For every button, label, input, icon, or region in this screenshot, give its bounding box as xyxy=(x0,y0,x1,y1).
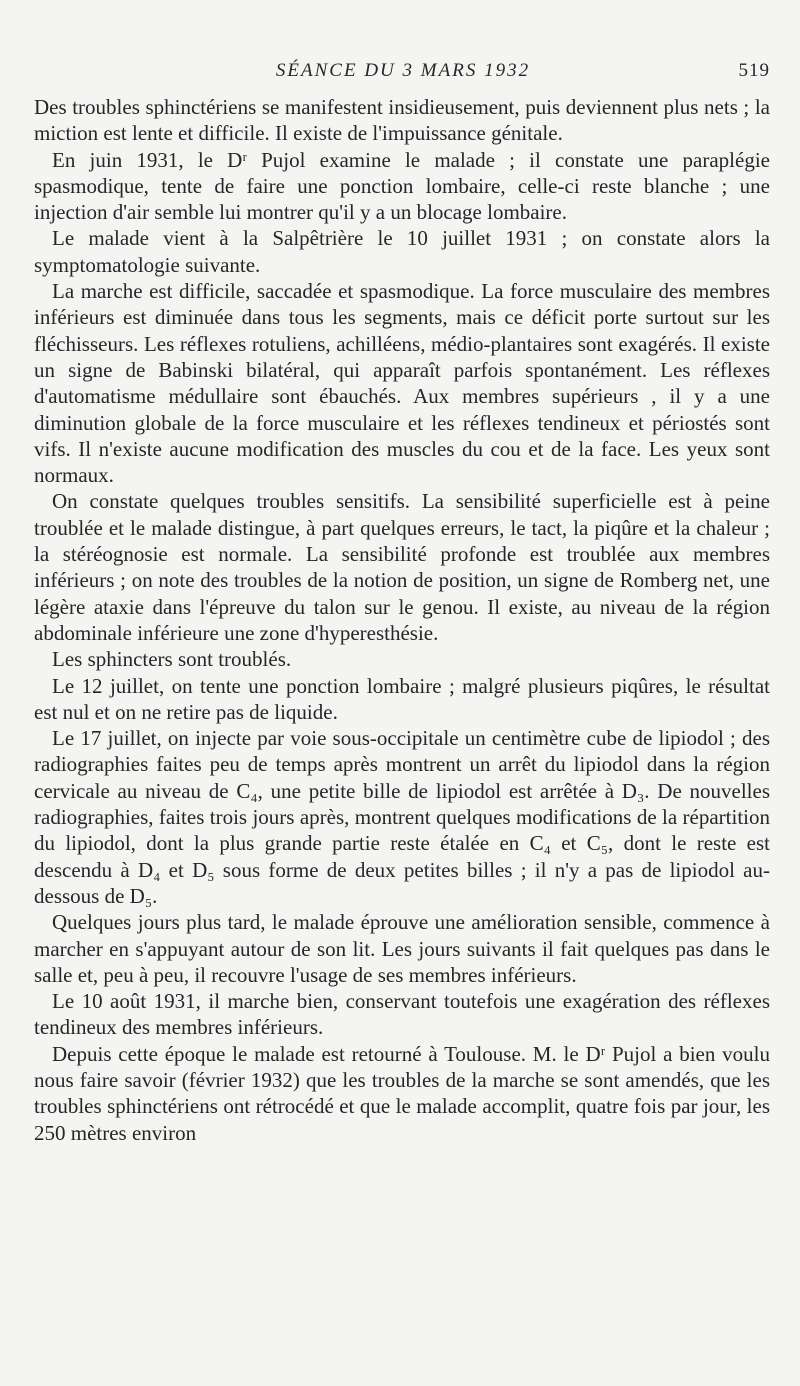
paragraph: Des troubles sphinctériens se manifestent insidieusement, puis deviennent plus nets ; la miction est lente et difficile. Il existe de l'impuissance génitale. xyxy=(34,95,770,146)
paragraph: Le 10 août 1931, il marche bien, conservant toutefois une exagération des réflexes tendineux des membres inférieurs. xyxy=(34,989,770,1040)
paragraph: Le 12 juillet, on tente une ponction lombaire ; malgré plusieurs piqûres, le résultat est nul et on ne retire pas de liquide. xyxy=(34,673,770,724)
header-title: SÉANCE DU 3 MARS 1932 xyxy=(275,60,531,81)
paragraph: Depuis cette époque le malade est retourné à Toulouse. M. le Dʳ Pujol a bien voulu nous faire savoir (février 1932) que les troubles de la marche se sont amendés, que les troubles sphinctériens ont rétrocédé et que le malade accomplit, quatre fois par jour, les 250 mètres environ xyxy=(34,1041,770,1145)
body-text xyxy=(34,94,770,1146)
paragraph: On constate quelques troubles sensitifs. La sensibilité superficielle est à peine troublée et le malade distingue, à part quelques erreurs, le tact, la piqûre et la chaleur ; la stéréognosie est normale. La sensibilité profonde est troublée aux membres inférieurs ; on note des troubles de la notion de position, un signe de Romberg net, une légère ataxie dans l'épreuve du talon sur le genou. Il existe, au niveau de la région abdominale inférieure une zone d'hyperesthésie. xyxy=(34,489,770,645)
paragraph: Le malade vient à la Salpêtrière le 10 juillet 1931 ; on constate alors la symptomatologie suivante. xyxy=(34,226,770,277)
paragraph: Les sphincters sont troublés. xyxy=(52,647,292,672)
paragraph: Le 17 juillet, on injecte par voie sous-occipitale un centimètre cube de lipiodol ; des radiographies faites peu de temps après montrent un arrêt du lipiodol dans la région cervicale au niveau de C₄, une petite bille de lipiodol est arrêtée à D₃. De nouvelles radiographies, faites trois jours après, montrent quelques modifications de la répartition du lipiodol, dont la plus grande partie reste étalée en C₄ et C₅, dont le reste est descendu à D₄ et D₅ sous forme de deux petites billes ; il n'y a pas de lipiodol au-dessous de D₅. xyxy=(34,726,770,908)
paragraph: La marche est difficile, saccadée et spasmodique. La force musculaire des membres inférieurs est diminuée dans tous les segments, mais ce déficit porte surtout sur les fléchisseurs. Les réflexes rotuliens, achilléens, médio-plantaires sont exagérés. Il existe un signe de Babinski bilatéral, qui apparaît parfois spontanément. Les réflexes d'automatisme médullaire sont ébauchés. Aux membres supérieurs , il y a une diminution globale de la force musculaire et les réflexes tendineux et périostés sont vifs. Il n'existe aucune modification des muscles du cou et de la face. Les yeux sont normaux. xyxy=(34,279,770,488)
running-header xyxy=(36,60,770,90)
paragraph: En juin 1931, le Dʳ Pujol examine le malade ; il constate une paraplégie spasmodique, tente de faire une ponction lombaire, celle-ci reste blanche ; une injection d'air semble lui montrer qu'il y a un blocage lombaire. xyxy=(34,147,770,225)
page-number: 519 xyxy=(738,60,770,81)
paragraph: Quelques jours plus tard, le malade éprouve une amélioration sensible, commence à marcher en s'appuyant autour de son lit. Les jours suivants il fait quelques pas dans le salle et, peu à peu, il recouvre l'usage de ses membres inférieurs. xyxy=(34,910,770,987)
